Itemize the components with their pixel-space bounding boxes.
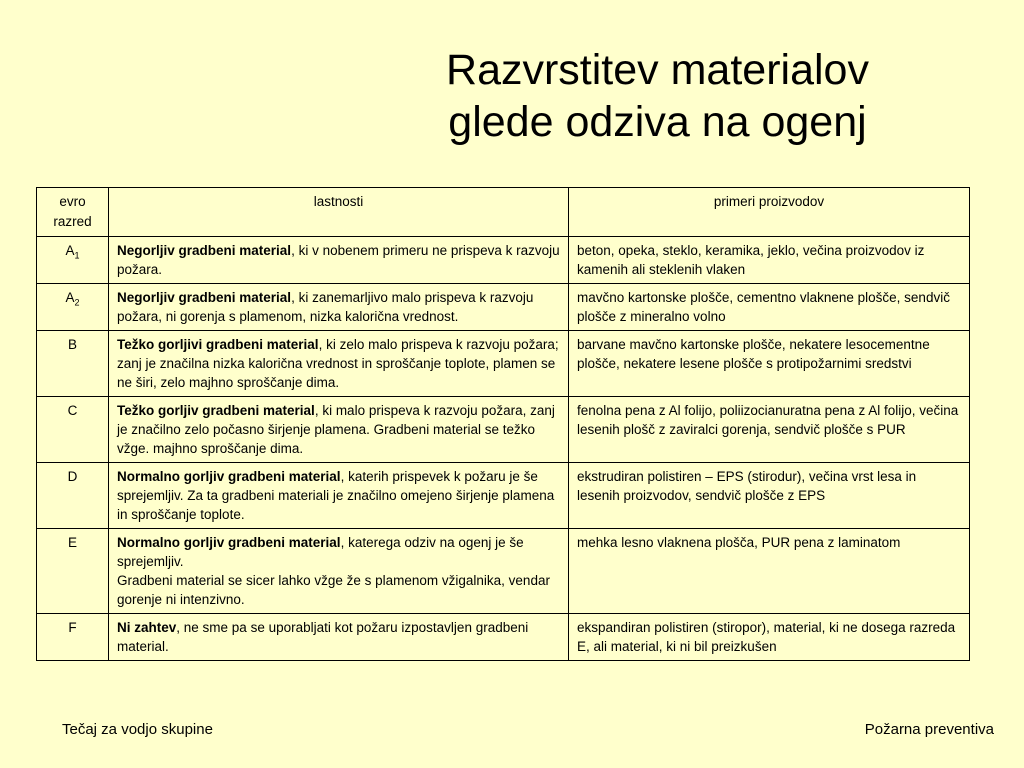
row-class xyxy=(37,284,109,331)
table-row xyxy=(37,284,970,331)
row-class xyxy=(37,237,109,284)
page-title xyxy=(300,44,1015,148)
title-line-2: glede odziva na ogenj xyxy=(448,98,867,146)
table-header-row xyxy=(37,188,970,237)
property-description: , ki zanemarljivo malo prispeva k razvoju požara, ni gorenja s plamenom, nizka kalorična vrednost. xyxy=(117,290,534,324)
property-title: Normalno gorljiv gradbeni material xyxy=(117,469,341,484)
footer-course: Tečaj za vodjo skupine xyxy=(62,721,213,738)
title-line-1: Razvrstitev materialov xyxy=(446,46,869,94)
row-class xyxy=(37,463,109,529)
row-examples: ekstrudiran polistiren – EPS (stirodur), večina vrst lesa in lesenih proizvodov, sendvič plošče z EPS xyxy=(569,463,970,529)
class-subscript: 1 xyxy=(74,250,80,261)
property-title: Negorljiv gradbeni material xyxy=(117,243,292,258)
row-class xyxy=(37,331,109,397)
table-row xyxy=(37,331,970,397)
class-letter: E xyxy=(67,535,77,550)
header-properties: lastnosti xyxy=(109,188,569,237)
property-description: , ki malo prispeva k razvoju požara, zanj je značilno zelo počasno širjenje plamena. Gradbeni material se težko vžge. majhno sproščanje dima. xyxy=(117,403,555,456)
class-letter: A xyxy=(65,243,75,258)
row-examples: fenolna pena z Al folijo, poliizocianuratna pena z Al folijo, večina lesenih plošč z zaviralci gorenja, sendvič plošče s PUR xyxy=(569,397,970,463)
property-title: Negorljiv gradbeni material xyxy=(117,290,292,305)
property-note: Gradbeni material se sicer lahko vžge že s plamenom vžigalnika, vendar gorenje ni intenzivno. xyxy=(117,573,550,607)
property-description: , katerih prispevek k požaru je še sprejemljiv. Za ta gradbeni materiali je značilno omejeno širjenje plamena in sproščanje toplote. xyxy=(117,469,555,522)
class-letter: C xyxy=(67,403,78,418)
property-description: , ki zelo malo prispeva k razvoju požara; zanj je značilna nizka kalorična vrednost in sproščanje toplote, plamen se ne širi, zelo majhno sproščanje dima. xyxy=(117,337,559,390)
property-title: Težko gorljivi gradbeni material xyxy=(117,337,319,352)
property-title: Normalno gorljiv gradbeni material xyxy=(117,535,341,550)
table-row xyxy=(37,529,970,614)
property-description: , katerega odziv na ogenj je še sprejemljiv. xyxy=(117,535,524,569)
row-properties xyxy=(109,614,569,661)
row-properties xyxy=(109,237,569,284)
class-letter: B xyxy=(67,337,77,352)
header-examples: primeri proizvodov xyxy=(569,188,970,237)
row-examples: barvane mavčno kartonske plošče, nekatere lesocementne plošče, nekatere lesene plošče s protipožarnimi sredstvi xyxy=(569,331,970,397)
row-examples: mavčno kartonske plošče, cementno vlaknene plošče, sendvič plošče z mineralno volno xyxy=(569,284,970,331)
row-examples: ekspandiran polistiren (stiropor), material, ki ne dosega razreda E, ali material, ki ni bil preizkušen xyxy=(569,614,970,661)
row-properties xyxy=(109,397,569,463)
footer-topic: Požarna preventiva xyxy=(864,721,994,738)
row-properties xyxy=(109,529,569,614)
row-properties xyxy=(109,284,569,331)
property-title: Težko gorljiv gradbeni material xyxy=(117,403,315,418)
property-description: , ne sme pa se uporabljati kot požaru izpostavljen gradbeni material. xyxy=(117,620,529,654)
row-class xyxy=(37,614,109,661)
row-examples: mehka lesno vlaknena plošča, PUR pena z laminatom xyxy=(569,529,970,614)
row-properties xyxy=(109,463,569,529)
table-row xyxy=(37,463,970,529)
row-class xyxy=(37,397,109,463)
property-title: Ni zahtev xyxy=(117,620,177,635)
table-row xyxy=(37,237,970,284)
classification-table xyxy=(36,187,970,661)
row-properties xyxy=(109,331,569,397)
table-row xyxy=(37,614,970,661)
table-row xyxy=(37,397,970,463)
header-class: evro razred xyxy=(37,188,109,237)
row-class xyxy=(37,529,109,614)
property-description: , ki v nobenem primeru ne prispeva k razvoju požara. xyxy=(117,243,560,277)
class-letter: D xyxy=(67,469,78,484)
row-examples: beton, opeka, steklo, keramika, jeklo, večina proizvodov iz kamenih ali steklenih vlaken xyxy=(569,237,970,284)
class-letter: F xyxy=(68,620,77,635)
class-letter: A xyxy=(65,290,75,305)
class-subscript: 2 xyxy=(74,297,80,308)
